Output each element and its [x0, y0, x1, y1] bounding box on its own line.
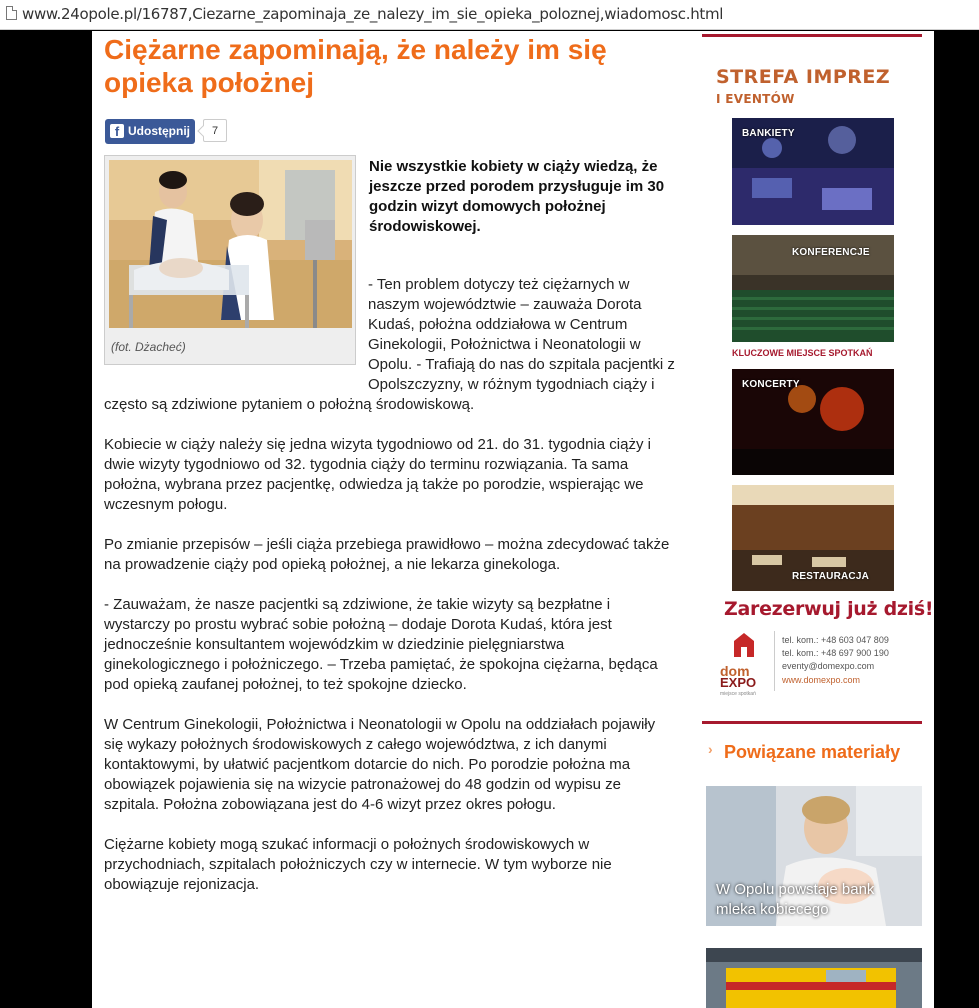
paragraph: W Centrum Ginekologii, Położnictwa i Neonatologii w Opolu na oddziałach pojawiły się wykazy położnych środowiskowych z całego województwa, z ich danymi kontaktowymi, by ułatwić pacjentkom dotarcie do nich. Po porodzie położna ma obowiązek pojawienia się na wizycie patronażowej do 48 godzin od wypisu ze szpitala. Położna zobowiązana jest do 4-6 wizyt przez okres połogu.: [104, 716, 656, 813]
photo-spacer: [104, 275, 368, 383]
facebook-icon: f: [110, 124, 124, 138]
paragraph: Po zmianie przepisów – jeśli ciąża przebiega prawidłowo – można zdecydować także na prowadzenie ciąży pod opieką położnej, a nie lekarza ginekologa.: [104, 536, 670, 573]
venue-label: KONCERTY: [742, 379, 800, 390]
venue-label: BANKIETY: [742, 128, 795, 139]
venue-koncerty[interactable]: [732, 369, 894, 475]
promo-tagline: KLUCZOWE MIEJSCE SPOTKAŃ: [732, 348, 873, 358]
venue-bankiety[interactable]: [732, 118, 894, 225]
reserve-cta[interactable]: Zarezerwuj już dziś!: [724, 598, 934, 620]
article-column: [92, 31, 690, 1008]
share-label: Udostępnij: [128, 124, 190, 138]
venue-label: RESTAURACJA: [792, 571, 870, 582]
venue-restauracja[interactable]: [732, 485, 894, 591]
related-item[interactable]: [706, 948, 922, 1008]
related-item-title: W Opolu powstaje bank mleka kobiecego: [716, 881, 875, 918]
venue-konferencje[interactable]: [732, 235, 894, 342]
sidebar-top-rule: [702, 34, 922, 37]
paragraph: - Zauważam, że nasze pacjentki są zdziwione, że takie wizyty są bezpłatne i wystarczy po prostu wybrać sobie położną – dodaje Dorota Kudaś, która jest jednocześnie konsultantem wojewódzkim w dziedzinie pielęgniarstwa ginekologicznego i położniczego. – Trzeba pamiętać, że spokojna ciężarna, będąca pod opieką zaufanej położnej, to też spokojne dziecko.: [104, 596, 658, 693]
article-body: [104, 275, 678, 915]
contact-line: tel. kom.: +48 697 900 190: [782, 648, 889, 658]
article-title: Ciężarne zapominają, że należy im się opieka położnej: [104, 34, 607, 98]
facebook-share-button[interactable]: [105, 119, 195, 144]
contact-line: tel. kom.: +48 603 047 809: [782, 635, 889, 645]
ambulance-photo: [706, 948, 922, 1008]
column-gap: [690, 31, 702, 1008]
chevron-right-icon: ›: [708, 741, 713, 757]
paragraph: Kobiecie w ciąży należy się jedna wizyta tygodniowo od 21. do 31. tygodnia ciąży i dwie wizyty tygodniowo od 32. tygodnia ciąży do terminu rozwiązania. Ta sama położna, wybrana przez pacjentkę, odwiedza ją także po porodzie, wspierając we wczesnym połogu.: [104, 436, 651, 513]
sidebar: [702, 31, 934, 1008]
paragraph: - Ten problem dotyczy też ciężarnych w naszym województwie – zauważa Dorota Kudaś, położna oddziałowa w Centrum Ginekologii, Położnictwa i Neonatologii w Opolu. - Trafiają do nas do szpitala pacjentki z Opolszczyzny, w różnym tygodniach ciąży i często są zdziwione pytaniem o położną środowiskową.: [104, 276, 675, 413]
logo-expo: EXPO: [720, 675, 757, 690]
photo-caption: (fot. Dżacheć): [111, 340, 186, 354]
related-heading[interactable]: Powiązane materiały: [724, 742, 901, 762]
contact-divider: [774, 631, 775, 691]
url-text[interactable]: www.24opole.pl/16787,Ciezarne_zapominaja_ze_nalezy_im_sie_opieka_poloznej,wiadomosc.html: [22, 5, 724, 23]
page-icon: [6, 6, 17, 20]
logo-tagline: miejsce spotkań: [720, 691, 756, 697]
venue-label: KONFERENCJE: [792, 247, 870, 258]
paragraph: Ciężarne kobiety mogą szukać informacji o położnych środowiskowych w przychodniach, szpitalach położniczych czy w internecie. W tym wyborze nie obowiązuje rejonizacja.: [104, 836, 612, 893]
share-count: 7: [203, 119, 227, 142]
promo-subtitle: I EVENTÓW: [716, 92, 795, 106]
contact-line: eventy@domexpo.com: [782, 661, 875, 671]
article-lead: Nie wszystkie kobiety w ciąży wiedzą, że jeszcze przed porodem przysługuje im 30 godzin wizyt domowych położnej środowiskowej.: [369, 158, 665, 235]
contact-line: www.domexpo.com: [782, 675, 861, 685]
promo-title: STREFA IMPREZ: [716, 66, 891, 88]
related-item[interactable]: [706, 786, 922, 926]
address-bar[interactable]: [0, 0, 979, 30]
logo-dom: dom: [720, 663, 750, 679]
related-rule: [702, 721, 922, 724]
